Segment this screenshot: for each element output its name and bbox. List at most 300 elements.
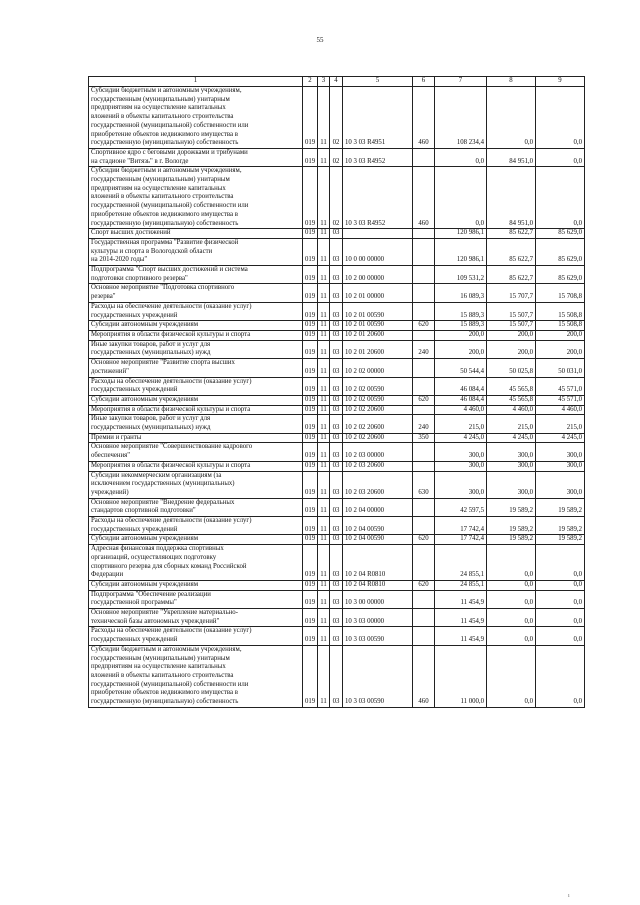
admin-code: 019	[303, 517, 318, 535]
table-row	[89, 461, 585, 471]
amount-year3: 215,0	[536, 415, 585, 433]
target-article-code: 10 3 03 00590	[343, 645, 413, 707]
table-row	[89, 377, 585, 395]
amount-year1: 24 855,1	[435, 580, 487, 590]
row-description: Основное мероприятие "Внедрение федеральных стандартов спортивной подготовки"	[89, 498, 303, 516]
section-code: 11	[318, 377, 330, 395]
admin-code: 019	[303, 405, 318, 415]
row-description: Расходы на обеспечение деятельности (оказание услуг) государственных учреждений	[89, 517, 303, 535]
amount-year1: 4 245,0	[435, 433, 487, 443]
header-cell: 1	[89, 77, 303, 87]
expense-type-code	[413, 498, 435, 516]
amount-year2: 84 951,0	[487, 148, 536, 166]
amount-year3: 19 589,2	[536, 498, 585, 516]
amount-year1: 120 986,1	[435, 229, 487, 239]
expense-type-code	[413, 405, 435, 415]
section-code: 11	[318, 148, 330, 166]
amount-year1: 17 742,4	[435, 517, 487, 535]
amount-year1: 11 000,0	[435, 645, 487, 707]
expense-type-code	[413, 443, 435, 461]
section-code: 11	[318, 238, 330, 265]
expense-type-code: 460	[413, 87, 435, 149]
subsection-code: 03	[330, 590, 343, 608]
row-description: Расходы на обеспечение деятельности (оказание услуг) государственных учреждений	[89, 302, 303, 320]
row-description: Расходы на обеспечение деятельности (оказание услуг) государственных учреждений	[89, 377, 303, 395]
table-row	[89, 238, 585, 265]
table-row	[89, 395, 585, 405]
target-article-code: 10 2 01 20600	[343, 340, 413, 358]
table-row	[89, 284, 585, 302]
table-row	[89, 609, 585, 627]
amount-year3: 300,0	[536, 461, 585, 471]
section-code: 11	[318, 590, 330, 608]
row-description: Премии и гранты	[89, 433, 303, 443]
amount-year1: 24 855,1	[435, 545, 487, 581]
amount-year3: 0,0	[536, 627, 585, 645]
admin-code: 019	[303, 266, 318, 284]
target-article-code: 10 2 04 R0810	[343, 545, 413, 581]
row-description: Мероприятия в области физической культуры и спорта	[89, 461, 303, 471]
subsection-code: 03	[330, 266, 343, 284]
amount-year2: 300,0	[487, 471, 536, 498]
row-description: Субсидии некоммерческим организациям (за исключением государственных (муниципальных) учреждений)	[89, 471, 303, 498]
admin-code: 019	[303, 580, 318, 590]
row-description: Субсидии бюджетным и автономным учреждениям, государственным (муниципальным) унитарным предприятиям на осуществление капитальных вложений в объекты капитального строительства государственной (муниципальной) собственности или приобретение объектов недвижимого имущества в государственную (муниципальную) собственность	[89, 645, 303, 707]
expense-type-code: 630	[413, 471, 435, 498]
amount-year2: 19 589,2	[487, 517, 536, 535]
admin-code: 019	[303, 415, 318, 433]
target-article-code: 10 2 03 20600	[343, 471, 413, 498]
table-row	[89, 443, 585, 461]
table-row	[89, 321, 585, 331]
row-description: Подпрограмма "Обеспечение реализации государственной программы"	[89, 590, 303, 608]
amount-year2: 15 507,7	[487, 321, 536, 331]
amount-year2: 85 622,7	[487, 238, 536, 265]
row-description: Государственная программа "Развитие физической культуры и спорта в Вологодской области на 2014-2020 годы"	[89, 238, 303, 265]
section-code: 11	[318, 167, 330, 229]
section-code: 11	[318, 229, 330, 239]
section-code: 11	[318, 498, 330, 516]
target-article-code: 10 2 00 00000	[343, 266, 413, 284]
table-row	[89, 229, 585, 239]
admin-code: 019	[303, 377, 318, 395]
amount-year3: 4 460,0	[536, 405, 585, 415]
amount-year3: 0,0	[536, 148, 585, 166]
target-article-code: 10 2 01 00590	[343, 321, 413, 331]
section-code: 11	[318, 415, 330, 433]
subsection-code: 03	[330, 284, 343, 302]
admin-code: 019	[303, 535, 318, 545]
admin-code: 019	[303, 284, 318, 302]
amount-year2: 0,0	[487, 627, 536, 645]
admin-code: 019	[303, 498, 318, 516]
header-row	[89, 77, 585, 87]
target-article-code: 10 2 04 00590	[343, 535, 413, 545]
amount-year2: 45 565,8	[487, 395, 536, 405]
amount-year3: 19 589,2	[536, 517, 585, 535]
expense-type-code	[413, 609, 435, 627]
expense-type-code	[413, 284, 435, 302]
expense-type-code: 460	[413, 645, 435, 707]
subsection-code: 03	[330, 330, 343, 340]
subsection-code: 03	[330, 340, 343, 358]
amount-year2: 19 589,2	[487, 535, 536, 545]
admin-code: 019	[303, 545, 318, 581]
amount-year1: 0,0	[435, 148, 487, 166]
admin-code: 019	[303, 627, 318, 645]
table-row	[89, 330, 585, 340]
amount-year3: 15 508,8	[536, 321, 585, 331]
target-article-code: 10 2 01 00000	[343, 284, 413, 302]
expense-type-code	[413, 266, 435, 284]
expense-type-code: 620	[413, 395, 435, 405]
amount-year3: 85 629,0	[536, 266, 585, 284]
admin-code: 019	[303, 330, 318, 340]
row-description: Мероприятия в области физической культуры и спорта	[89, 405, 303, 415]
header-cell: 2	[303, 77, 318, 87]
amount-year2: 300,0	[487, 461, 536, 471]
amount-year3: 0,0	[536, 545, 585, 581]
target-article-code: 10 2 01 20600	[343, 330, 413, 340]
expense-type-code	[413, 590, 435, 608]
expense-type-code: 620	[413, 580, 435, 590]
amount-year3: 0,0	[536, 590, 585, 608]
row-description: Субсидии автономным учреждениям	[89, 535, 303, 545]
row-description: Субсидии бюджетным и автономным учреждениям, государственным (муниципальным) унитарным предприятиям на осуществление капитальных вложений в объекты капитального строительства государственной (муниципальной) собственности или приобретение объектов недвижимого имущества в государственную (муниципальную) собственность	[89, 167, 303, 229]
table-body	[89, 87, 585, 708]
row-description: Спортивное ядро с беговыми дорожками и трибунами на стадионе "Витязь" в г. Вологде	[89, 148, 303, 166]
target-article-code: 10 2 01 00590	[343, 302, 413, 320]
row-description: Основное мероприятие "Совершенствование кадрового обеспечения"	[89, 443, 303, 461]
table-row	[89, 167, 585, 229]
section-code: 11	[318, 330, 330, 340]
amount-year1: 200,0	[435, 330, 487, 340]
header-cell: 5	[343, 77, 413, 87]
row-description: Подпрограмма "Спорт высших достижений и система подготовки спортивного резерва"	[89, 266, 303, 284]
amount-year2: 4 460,0	[487, 405, 536, 415]
subsection-code: 02	[330, 148, 343, 166]
admin-code: 019	[303, 590, 318, 608]
page-number: 55	[316, 36, 324, 44]
table-row	[89, 405, 585, 415]
row-description: Расходы на обеспечение деятельности (оказание услуг) государственных учреждений	[89, 627, 303, 645]
amount-year3: 4 245,0	[536, 433, 585, 443]
amount-year3: 0,0	[536, 167, 585, 229]
row-description: Субсидии бюджетным и автономным учреждениям, государственным (муниципальным) унитарным предприятиям на осуществление капитальных вложений в объекты капитального строительства государственной (муниципальной) собственности или приобретение объектов недвижимого имущества в государственную (муниципальную) собственность	[89, 87, 303, 149]
amount-year1: 16 089,3	[435, 284, 487, 302]
admin-code: 019	[303, 167, 318, 229]
target-article-code: 10 3 03 00000	[343, 609, 413, 627]
expense-type-code: 460	[413, 167, 435, 229]
amount-year1: 109 531,2	[435, 266, 487, 284]
expense-type-code	[413, 377, 435, 395]
row-description: Основное мероприятие "Развитие спорта высших достижений"	[89, 359, 303, 377]
subsection-code: 03	[330, 238, 343, 265]
subsection-code: 03	[330, 433, 343, 443]
admin-code: 019	[303, 471, 318, 498]
row-description: Иные закупки товаров, работ и услуг для государственных (муниципальных) нужд	[89, 340, 303, 358]
subsection-code: 03	[330, 302, 343, 320]
subsection-code: 03	[330, 471, 343, 498]
table-row	[89, 433, 585, 443]
row-description: Спорт высших достижений	[89, 229, 303, 239]
amount-year2: 45 565,8	[487, 377, 536, 395]
target-article-code	[343, 229, 413, 239]
section-code: 11	[318, 359, 330, 377]
target-article-code: 10 2 02 00590	[343, 377, 413, 395]
table-row	[89, 590, 585, 608]
admin-code: 019	[303, 229, 318, 239]
amount-year2: 0,0	[487, 590, 536, 608]
subsection-code: 03	[330, 415, 343, 433]
target-article-code: 10 2 02 00590	[343, 395, 413, 405]
amount-year2: 85 622,7	[487, 229, 536, 239]
amount-year1: 0,0	[435, 167, 487, 229]
target-article-code: 10 2 03 20600	[343, 461, 413, 471]
section-code: 11	[318, 87, 330, 149]
subsection-code: 03	[330, 580, 343, 590]
table-row	[89, 471, 585, 498]
section-code: 11	[318, 535, 330, 545]
expense-type-code: 620	[413, 535, 435, 545]
table-row	[89, 498, 585, 516]
target-article-code: 10 2 02 20600	[343, 405, 413, 415]
table-row	[89, 580, 585, 590]
subsection-code: 03	[330, 461, 343, 471]
subsection-code: 03	[330, 627, 343, 645]
table-row	[89, 517, 585, 535]
amount-year2: 0,0	[487, 609, 536, 627]
budget-table	[88, 76, 585, 708]
expense-type-code	[413, 330, 435, 340]
expense-type-code: 240	[413, 415, 435, 433]
amount-year1: 300,0	[435, 471, 487, 498]
table-row	[89, 266, 585, 284]
section-code: 11	[318, 433, 330, 443]
subsection-code: 03	[330, 609, 343, 627]
amount-year2: 84 951,0	[487, 167, 536, 229]
amount-year3: 45 571,0	[536, 395, 585, 405]
expense-type-code	[413, 545, 435, 581]
subsection-code: 03	[330, 229, 343, 239]
header-cell: 9	[536, 77, 585, 87]
amount-year1: 300,0	[435, 443, 487, 461]
subsection-code: 03	[330, 545, 343, 581]
amount-year3: 200,0	[536, 330, 585, 340]
admin-code: 019	[303, 87, 318, 149]
amount-year3: 15 508,8	[536, 302, 585, 320]
target-article-code: 10 2 04 00000	[343, 498, 413, 516]
subsection-code: 03	[330, 321, 343, 331]
section-code: 11	[318, 461, 330, 471]
admin-code: 019	[303, 148, 318, 166]
amount-year2: 50 025,8	[487, 359, 536, 377]
amount-year1: 15 889,3	[435, 302, 487, 320]
section-code: 11	[318, 302, 330, 320]
amount-year3: 0,0	[536, 645, 585, 707]
admin-code: 019	[303, 238, 318, 265]
amount-year3: 200,0	[536, 340, 585, 358]
section-code: 11	[318, 395, 330, 405]
section-code: 11	[318, 471, 330, 498]
target-article-code: 10 2 04 00590	[343, 517, 413, 535]
amount-year1: 11 454,9	[435, 609, 487, 627]
table-row	[89, 535, 585, 545]
table-row	[89, 87, 585, 149]
amount-year1: 300,0	[435, 461, 487, 471]
admin-code: 019	[303, 609, 318, 627]
row-description: Субсидии автономным учреждениям	[89, 321, 303, 331]
admin-code: 019	[303, 461, 318, 471]
amount-year2: 15 507,7	[487, 302, 536, 320]
expense-type-code	[413, 302, 435, 320]
row-description: Иные закупки товаров, работ и услуг для государственных (муниципальных) нужд	[89, 415, 303, 433]
amount-year1: 4 460,0	[435, 405, 487, 415]
expense-type-code	[413, 359, 435, 377]
amount-year3: 45 571,0	[536, 377, 585, 395]
amount-year1: 42 597,5	[435, 498, 487, 516]
expense-type-code	[413, 627, 435, 645]
expense-type-code	[413, 461, 435, 471]
amount-year2: 85 622,7	[487, 266, 536, 284]
subsection-code: 03	[330, 405, 343, 415]
expense-type-code: 620	[413, 321, 435, 331]
target-article-code: 10 2 02 20600	[343, 433, 413, 443]
target-article-code: 10 3 03 R4951	[343, 87, 413, 149]
section-code: 11	[318, 405, 330, 415]
amount-year1: 11 454,9	[435, 627, 487, 645]
target-article-code: 10 2 04 R0810	[343, 580, 413, 590]
subsection-code: 03	[330, 377, 343, 395]
expense-type-code: 350	[413, 433, 435, 443]
section-code: 11	[318, 545, 330, 581]
amount-year2: 300,0	[487, 443, 536, 461]
row-description: Основное мероприятие "Укрепление материально- технической базы автономных учреждений"	[89, 609, 303, 627]
row-description: Субсидии автономным учреждениям	[89, 580, 303, 590]
target-article-code: 10 0 00 00000	[343, 238, 413, 265]
amount-year3: 50 031,0	[536, 359, 585, 377]
subsection-code: 03	[330, 645, 343, 707]
subsection-code: 02	[330, 167, 343, 229]
amount-year2: 0,0	[487, 645, 536, 707]
amount-year3: 19 589,2	[536, 535, 585, 545]
admin-code: 019	[303, 395, 318, 405]
subsection-code: 03	[330, 395, 343, 405]
amount-year1: 17 742,4	[435, 535, 487, 545]
section-code: 11	[318, 627, 330, 645]
table-row	[89, 545, 585, 581]
expense-type-code	[413, 517, 435, 535]
amount-year2: 200,0	[487, 340, 536, 358]
amount-year2: 200,0	[487, 330, 536, 340]
table-row	[89, 645, 585, 707]
edge-mark: ı	[568, 893, 570, 899]
table-row	[89, 340, 585, 358]
expense-type-code: 240	[413, 340, 435, 358]
subsection-code: 03	[330, 359, 343, 377]
table-row	[89, 627, 585, 645]
admin-code: 019	[303, 443, 318, 461]
header-cell: 8	[487, 77, 536, 87]
amount-year3: 15 708,8	[536, 284, 585, 302]
amount-year2: 0,0	[487, 87, 536, 149]
row-description: Субсидии автономным учреждениям	[89, 395, 303, 405]
admin-code: 019	[303, 321, 318, 331]
subsection-code: 03	[330, 443, 343, 461]
amount-year3: 85 629,0	[536, 238, 585, 265]
table-row	[89, 148, 585, 166]
row-description: Мероприятия в области физической культуры и спорта	[89, 330, 303, 340]
amount-year1: 46 084,4	[435, 395, 487, 405]
section-code: 11	[318, 321, 330, 331]
header-cell: 4	[330, 77, 343, 87]
admin-code: 019	[303, 359, 318, 377]
amount-year1: 108 234,4	[435, 87, 487, 149]
amount-year1: 215,0	[435, 415, 487, 433]
section-code: 11	[318, 645, 330, 707]
amount-year2: 4 245,0	[487, 433, 536, 443]
target-article-code: 10 3 00 00000	[343, 590, 413, 608]
amount-year3: 85 629,0	[536, 229, 585, 239]
amount-year1: 50 544,4	[435, 359, 487, 377]
subsection-code: 02	[330, 87, 343, 149]
section-code: 11	[318, 266, 330, 284]
header-cell: 3	[318, 77, 330, 87]
admin-code: 019	[303, 433, 318, 443]
amount-year3: 0,0	[536, 580, 585, 590]
admin-code: 019	[303, 302, 318, 320]
header-cell: 6	[413, 77, 435, 87]
section-code: 11	[318, 580, 330, 590]
amount-year2: 15 707,7	[487, 284, 536, 302]
target-article-code: 10 2 02 20600	[343, 415, 413, 433]
target-article-code: 10 2 03 00000	[343, 443, 413, 461]
amount-year1: 11 454,9	[435, 590, 487, 608]
amount-year3: 300,0	[536, 443, 585, 461]
amount-year3: 300,0	[536, 471, 585, 498]
row-description: Основное мероприятие "Подготовка спортивного резерва"	[89, 284, 303, 302]
subsection-code: 03	[330, 535, 343, 545]
section-code: 11	[318, 517, 330, 535]
subsection-code: 03	[330, 517, 343, 535]
subsection-code: 03	[330, 498, 343, 516]
amount-year2: 0,0	[487, 580, 536, 590]
amount-year3: 0,0	[536, 609, 585, 627]
admin-code: 019	[303, 340, 318, 358]
expense-type-code	[413, 238, 435, 265]
table-row	[89, 415, 585, 433]
table-row	[89, 359, 585, 377]
amount-year1: 15 889,3	[435, 321, 487, 331]
amount-year2: 0,0	[487, 545, 536, 581]
target-article-code: 10 2 02 00000	[343, 359, 413, 377]
section-code: 11	[318, 443, 330, 461]
amount-year2: 19 589,2	[487, 498, 536, 516]
admin-code: 019	[303, 645, 318, 707]
expense-type-code	[413, 229, 435, 239]
amount-year2: 215,0	[487, 415, 536, 433]
section-code: 11	[318, 284, 330, 302]
header-cell: 7	[435, 77, 487, 87]
section-code: 11	[318, 609, 330, 627]
section-code: 11	[318, 340, 330, 358]
amount-year1: 120 986,1	[435, 238, 487, 265]
target-article-code: 10 3 03 R4952	[343, 167, 413, 229]
expense-type-code	[413, 148, 435, 166]
amount-year3: 0,0	[536, 87, 585, 149]
amount-year1: 200,0	[435, 340, 487, 358]
row-description: Адресная финансовая поддержка спортивных организаций, осуществляющих подготовку спортивного резерва для сборных команд Российской Федерации	[89, 545, 303, 581]
